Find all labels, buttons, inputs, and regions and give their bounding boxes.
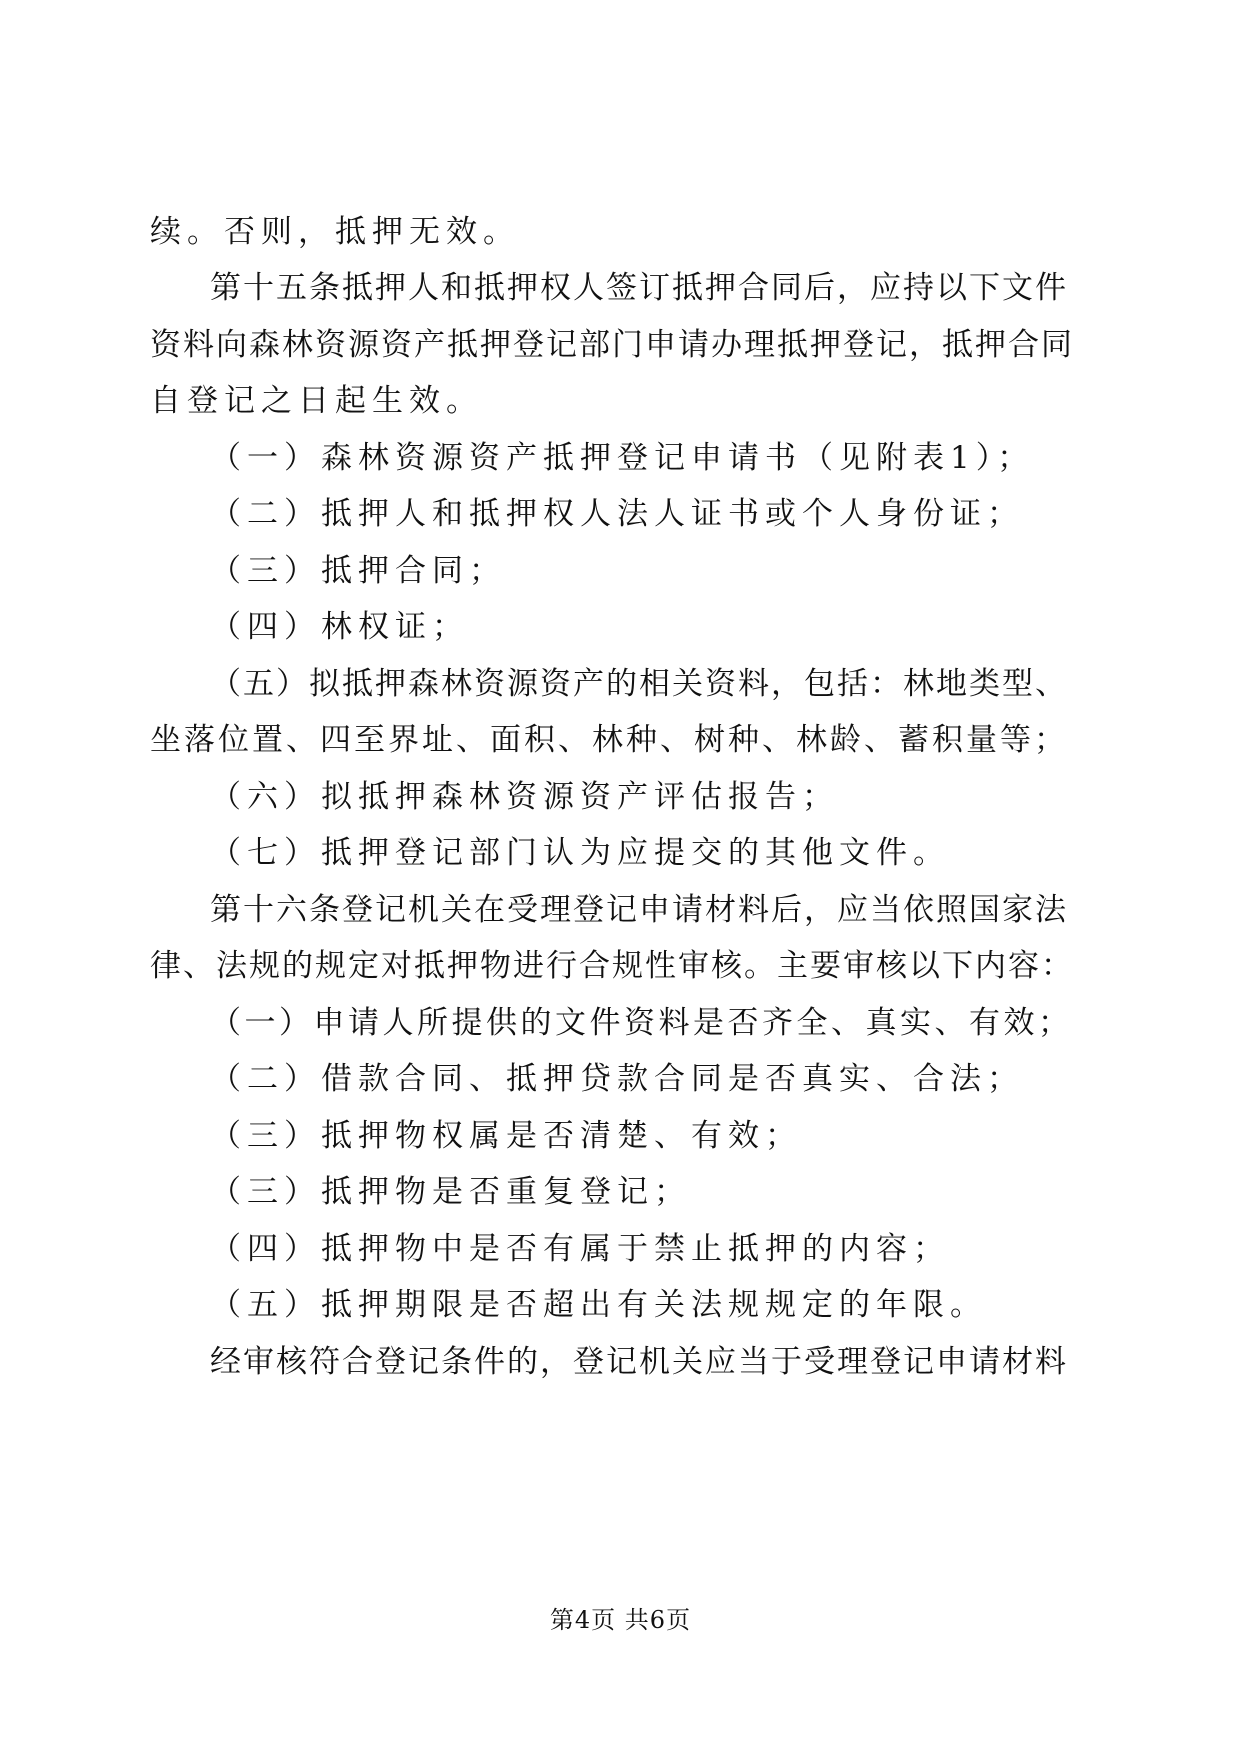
list-item-4: （四）林权证； [210,609,469,645]
review-item-3: （三）抵押物权属是否清楚、有效； [210,1118,802,1154]
review-item-1: （一）申请人所提供的文件资料是否齐全、真实、有效； [210,1005,1073,1041]
review-item-5: （四）抵押物中是否有属于禁止抵押的内容； [210,1231,950,1267]
article-16-line-2: 律、法规的规定对抵押物进行合规性审核。主要审核以下内容： [150,948,1074,984]
list-item-6: （六）拟抵押森林资源资产评估报告； [210,779,839,815]
article-15-line-1: 第十五条抵押人和抵押权人签订抵押合同后，应持以下文件 [210,270,1068,306]
page-number-footer: 第4页 共6页 [549,1606,692,1634]
article-16-line-1: 第十六条登记机关在受理登记申请材料后，应当依照国家法 [210,892,1068,928]
article-15-line-2: 资料向森林资源资产抵押登记部门申请办理抵押登记，抵押合同 [150,327,1074,363]
article-15-line-3: 自登记之日起生效。 [150,383,483,419]
list-item-7: （七）抵押登记部门认为应提交的其他文件。 [210,835,950,871]
list-item-3: （三）抵押合同； [210,553,506,589]
list-item-2: （二）抵押人和抵押权人法人证书或个人身份证； [210,496,1024,532]
review-item-2: （二）借款合同、抵押贷款合同是否真实、合法； [210,1061,1024,1097]
conclusion-line-1: 经审核符合登记条件的，登记机关应当于受理登记申请材料 [210,1344,1068,1380]
list-item-5: （五）拟抵押森林资源资产的相关资料，包括：林地类型、 [210,666,1068,702]
list-item-1: （一）森林资源资产抵押登记申请书（见附表1）； [210,440,1035,476]
review-item-6: （五）抵押期限是否超出有关法规规定的年限。 [210,1287,987,1323]
review-item-4: （三）抵押物是否重复登记； [210,1174,691,1210]
list-item-5-cont: 坐落位置、四至界址、面积、林种、树种、林龄、蓄积量等； [150,722,1068,758]
text-line-1: 续。否则，抵押无效。 [150,214,520,250]
